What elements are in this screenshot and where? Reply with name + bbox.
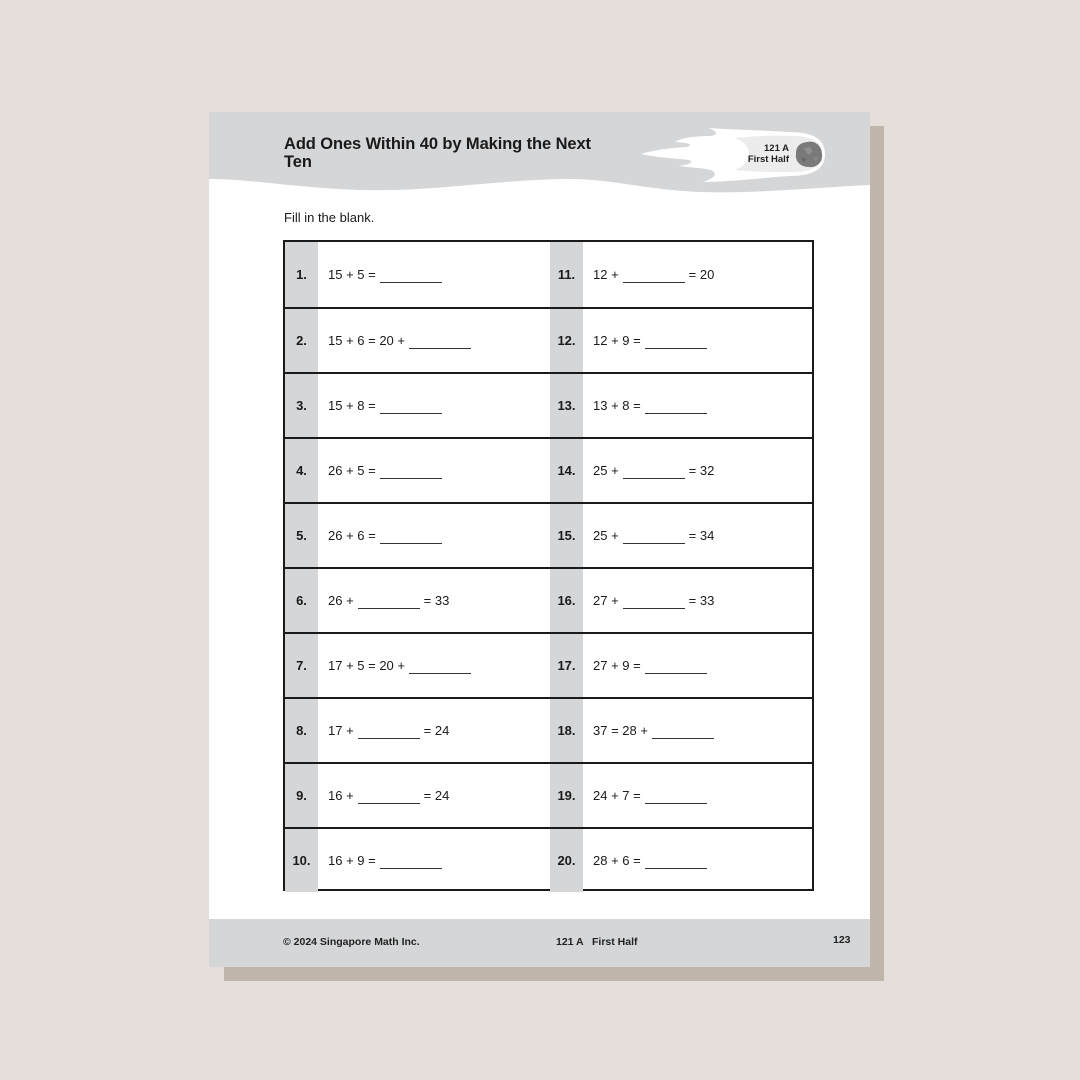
answer-blank[interactable]: [358, 791, 420, 804]
problem-cell: [550, 242, 812, 307]
expression-right: = 20: [688, 267, 715, 282]
answer-blank[interactable]: [380, 856, 442, 869]
expression-left: 26 + 6 =: [328, 528, 376, 543]
expression-left: 27 + 9 =: [593, 658, 641, 673]
answer-blank[interactable]: [645, 856, 707, 869]
problem-expression: [593, 829, 711, 892]
problem-row: [285, 372, 812, 437]
problem-cell: [285, 439, 550, 502]
problem-cell: [285, 569, 550, 632]
answer-blank[interactable]: [409, 336, 471, 349]
lesson-badge-half: First Half: [747, 154, 789, 165]
page-title: Add Ones Within 40 by Making the Next Ten: [284, 135, 591, 171]
problem-number: 10.: [292, 853, 311, 868]
problem-expression: [328, 309, 475, 372]
problem-cell: [550, 439, 812, 502]
problem-cell: [550, 829, 812, 892]
answer-blank[interactable]: [380, 401, 442, 414]
problem-expression: [593, 309, 711, 372]
problem-number: 7.: [296, 658, 307, 673]
problem-expression: [328, 439, 446, 502]
problem-number: 17.: [557, 658, 576, 673]
problem-cell: [550, 504, 812, 567]
answer-blank[interactable]: [645, 661, 707, 674]
problem-number: 11.: [557, 267, 576, 282]
expression-left: 15 + 6 = 20 +: [328, 333, 405, 348]
expression-right: = 33: [423, 593, 450, 608]
problem-expression: [593, 764, 711, 827]
expression-left: 12 + 9 =: [593, 333, 641, 348]
expression-left: 17 + 5 = 20 +: [328, 658, 405, 673]
problem-expression: [328, 764, 449, 827]
expression-right: = 33: [688, 593, 715, 608]
problem-row: [285, 307, 812, 372]
page-number: 123: [833, 934, 851, 946]
problem-expression: [328, 634, 475, 697]
problem-number: 18.: [557, 723, 576, 738]
problem-number: 13.: [557, 398, 576, 413]
problem-expression: [593, 634, 711, 697]
problem-cell: [550, 309, 812, 372]
expression-left: 26 + 5 =: [328, 463, 376, 478]
problem-number: 1.: [296, 267, 307, 282]
answer-blank[interactable]: [645, 791, 707, 804]
problem-expression: [593, 374, 711, 437]
problem-number: 8.: [296, 723, 307, 738]
problem-cell: [550, 374, 812, 437]
answer-blank[interactable]: [623, 270, 685, 283]
expression-right: = 24: [423, 723, 450, 738]
problem-expression: [328, 504, 446, 567]
answer-blank[interactable]: [380, 270, 442, 283]
answer-blank[interactable]: [409, 661, 471, 674]
instruction-text: Fill in the blank.: [284, 210, 375, 225]
problem-row: [285, 437, 812, 502]
expression-left: 28 + 6 =: [593, 853, 641, 868]
problem-cell: [285, 699, 550, 762]
problem-expression: [328, 699, 449, 762]
expression-left: 16 +: [328, 788, 354, 803]
problem-number: 2.: [296, 333, 307, 348]
expression-left: 26 +: [328, 593, 354, 608]
problem-row: [285, 697, 812, 762]
answer-blank[interactable]: [645, 401, 707, 414]
problem-row: [285, 242, 812, 307]
problem-row: [285, 827, 812, 892]
problem-expression: [593, 504, 714, 567]
worksheet-page: [209, 112, 870, 967]
lesson-badge-code: 121 A: [764, 143, 789, 154]
answer-blank[interactable]: [358, 726, 420, 739]
problem-cell: [550, 634, 812, 697]
expression-left: 15 + 8 =: [328, 398, 376, 413]
problem-row: [285, 762, 812, 827]
lesson-badge: [729, 143, 789, 165]
page-header: [209, 112, 870, 202]
problem-number: 9.: [296, 788, 307, 803]
problem-expression: [593, 242, 714, 307]
answer-blank[interactable]: [358, 596, 420, 609]
problem-number: 14.: [557, 463, 576, 478]
expression-left: 25 +: [593, 463, 619, 478]
problem-cell: [285, 374, 550, 437]
answer-blank[interactable]: [645, 336, 707, 349]
page-footer: [209, 919, 870, 967]
problem-row: [285, 502, 812, 567]
problem-expression: [593, 439, 714, 502]
expression-right: = 24: [423, 788, 450, 803]
expression-left: 24 + 7 =: [593, 788, 641, 803]
problem-number: 12.: [557, 333, 576, 348]
answer-blank[interactable]: [623, 596, 685, 609]
problem-cell: [550, 699, 812, 762]
expression-left: 25 +: [593, 528, 619, 543]
copyright-text: © 2024 Singapore Math Inc.: [283, 936, 420, 948]
problem-expression: [593, 569, 714, 632]
problem-cell: [550, 569, 812, 632]
answer-blank[interactable]: [623, 531, 685, 544]
problem-expression: [328, 374, 446, 437]
problem-cell: [285, 634, 550, 697]
expression-left: 13 + 8 =: [593, 398, 641, 413]
problem-expression: [328, 242, 446, 307]
problem-number: 6.: [296, 593, 307, 608]
problem-expression: [593, 699, 718, 762]
answer-blank[interactable]: [380, 466, 442, 479]
expression-left: 12 +: [593, 267, 619, 282]
expression-left: 15 + 5 =: [328, 267, 376, 282]
answer-blank[interactable]: [652, 726, 714, 739]
problem-number: 16.: [557, 593, 576, 608]
problem-number: 20.: [557, 853, 576, 868]
expression-left: 17 +: [328, 723, 354, 738]
problem-grid: [283, 240, 814, 891]
problem-number: 4.: [296, 463, 307, 478]
problem-expression: [328, 829, 446, 892]
expression-right: = 34: [688, 528, 715, 543]
footer-section-label: 121 A First Half: [556, 936, 638, 948]
problem-row: [285, 567, 812, 632]
problem-number: 5.: [296, 528, 307, 543]
expression-left: 27 +: [593, 593, 619, 608]
problem-cell: [285, 764, 550, 827]
problem-row: [285, 632, 812, 697]
problem-expression: [328, 569, 449, 632]
answer-blank[interactable]: [623, 466, 685, 479]
expression-left: 16 + 9 =: [328, 853, 376, 868]
problem-number: 19.: [557, 788, 576, 803]
answer-blank[interactable]: [380, 531, 442, 544]
expression-right: = 32: [688, 463, 715, 478]
problem-number: 15.: [557, 528, 576, 543]
problem-cell: [285, 829, 550, 892]
problem-cell: [550, 764, 812, 827]
expression-left: 37 = 28 +: [593, 723, 648, 738]
problem-cell: [285, 504, 550, 567]
problem-cell: [285, 242, 550, 307]
asteroid-icon: [796, 142, 822, 167]
problem-cell: [285, 309, 550, 372]
problem-number: 3.: [296, 398, 307, 413]
